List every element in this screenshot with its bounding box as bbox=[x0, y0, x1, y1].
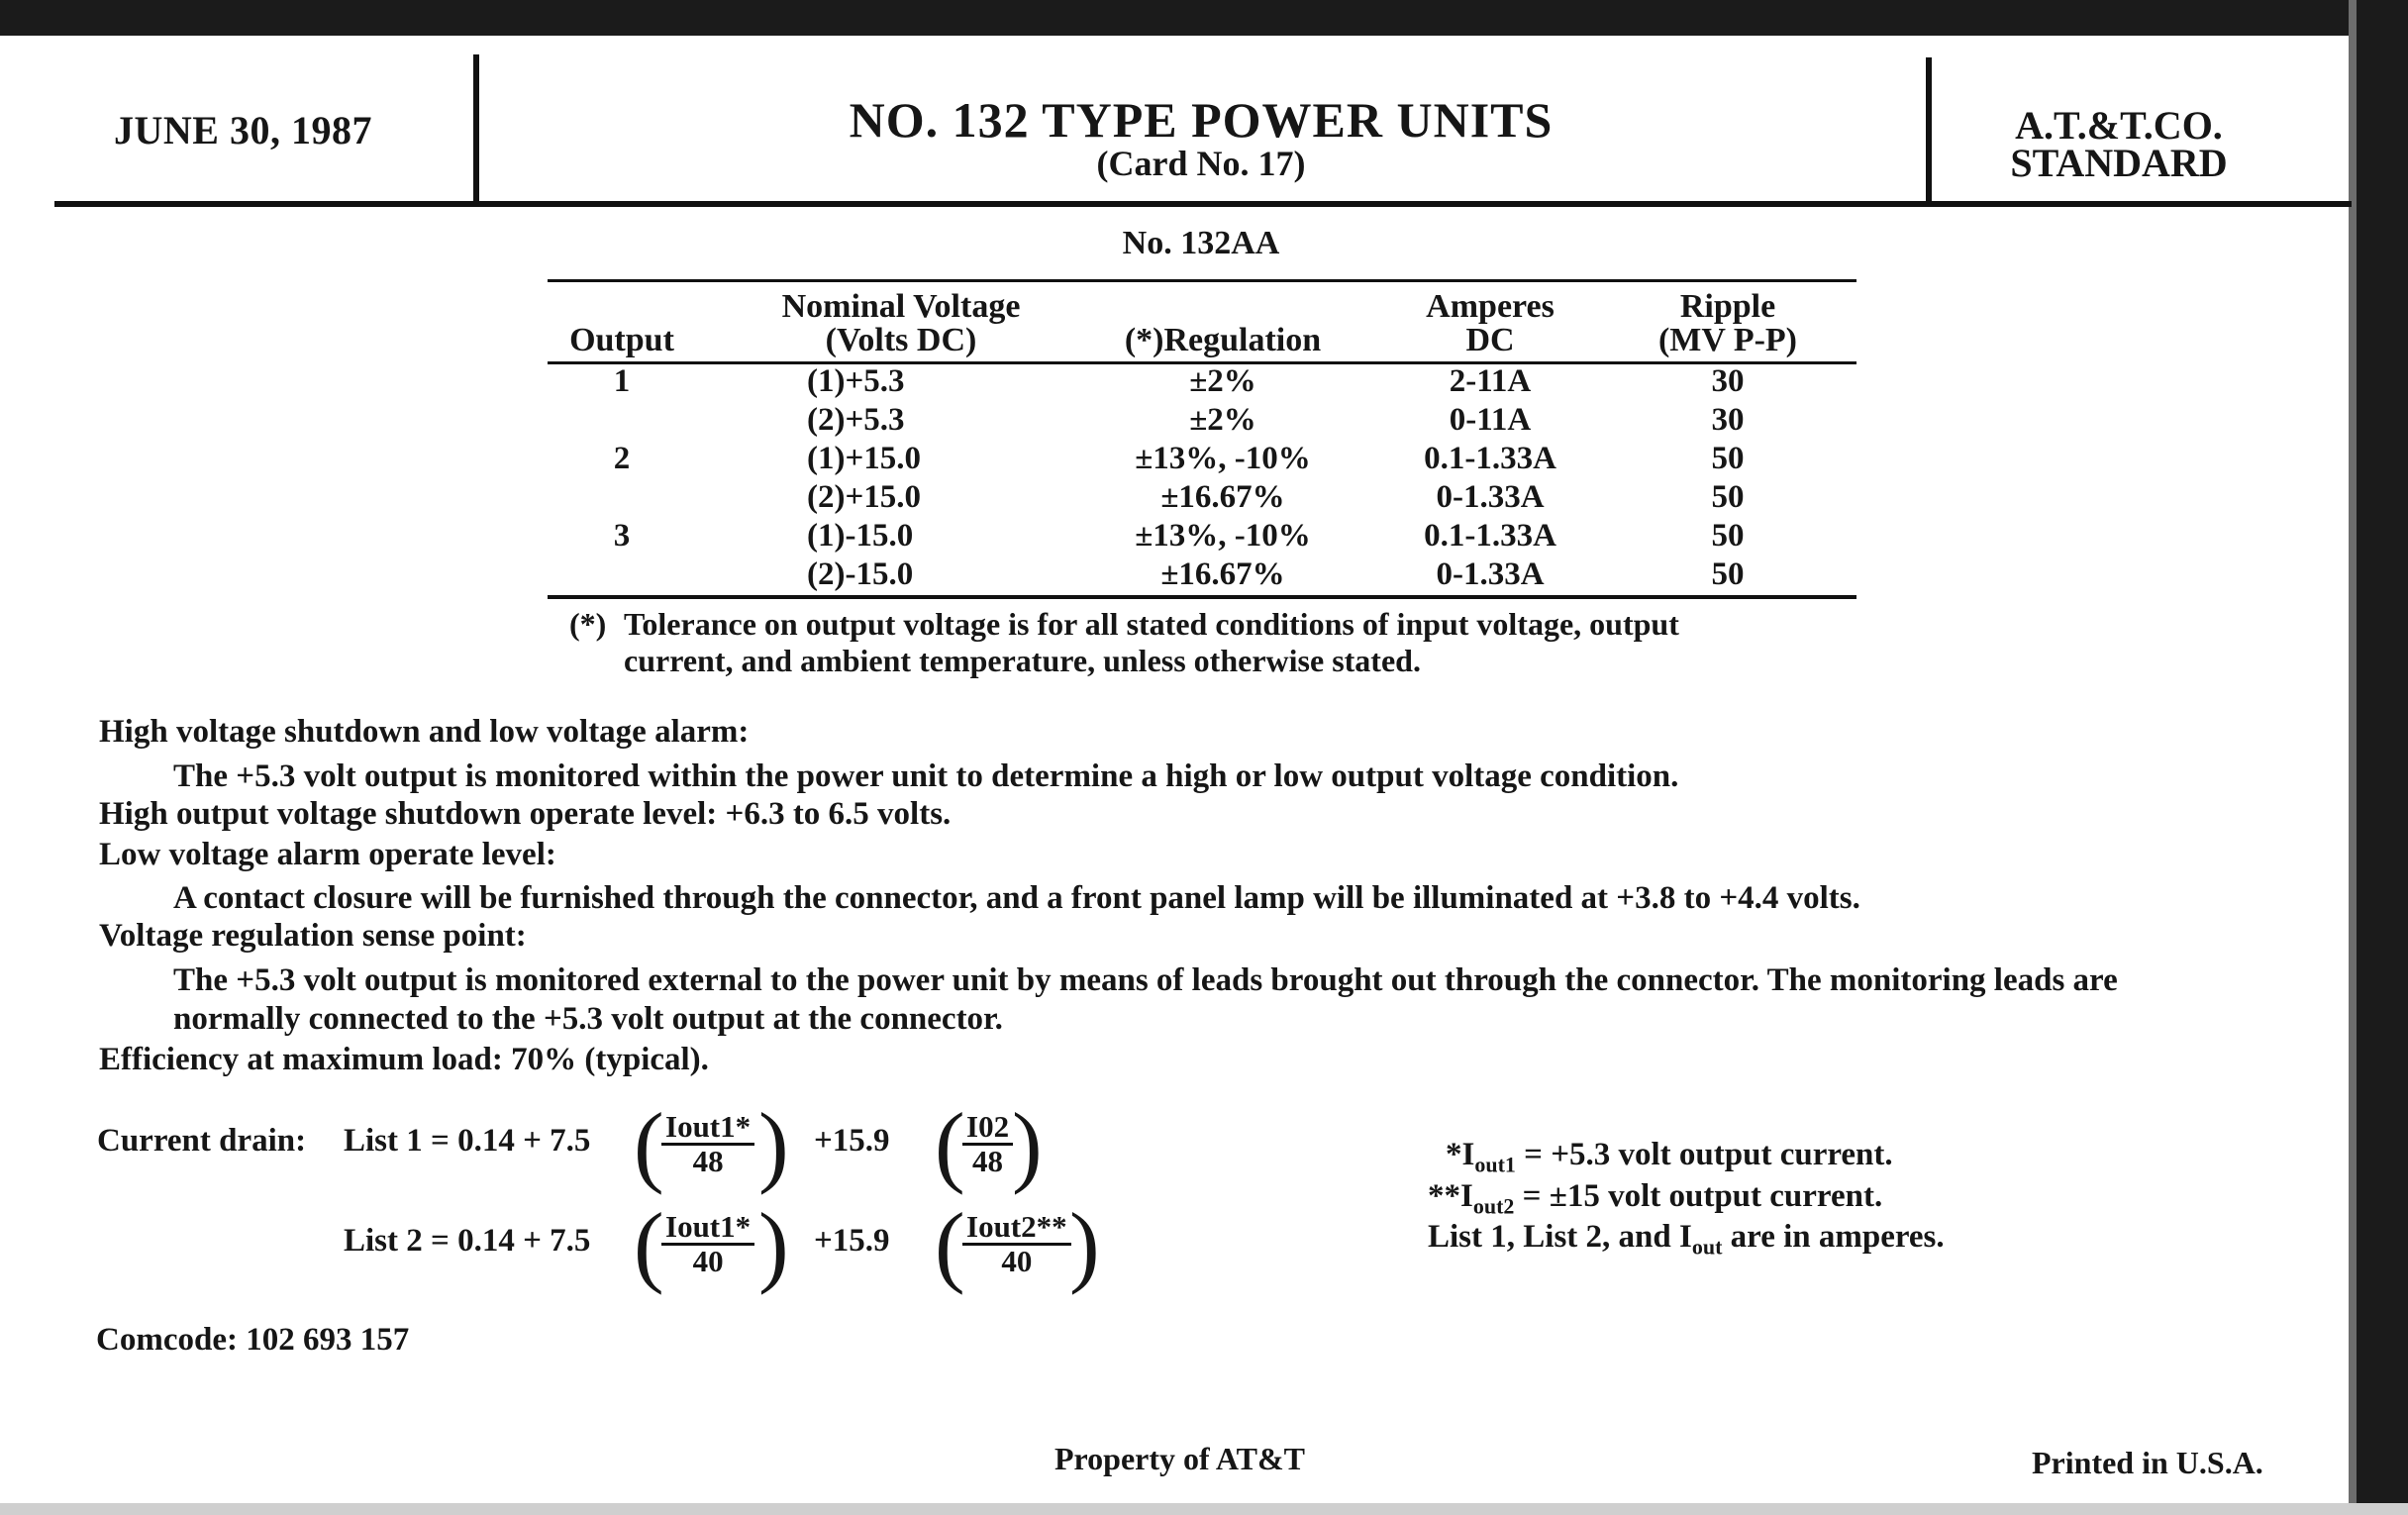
list1-frac2-numerator: I02 bbox=[962, 1111, 1013, 1146]
cell-regulation: ±2% bbox=[1189, 402, 1256, 438]
cell-voltage: (2)+5.3 bbox=[807, 402, 905, 438]
definition-units bbox=[1428, 1219, 1945, 1261]
current-drain-label: Current drain: bbox=[97, 1123, 307, 1159]
definition-iout2-subscript: out2 bbox=[1472, 1193, 1515, 1219]
cell-amperes: 0-1.33A bbox=[1436, 556, 1545, 592]
body-line-shutdown-text: The +5.3 volt output is monitored within the power unit to determine a high or low output voltage condition. bbox=[173, 758, 1679, 794]
cell-voltage: (1)+15.0 bbox=[807, 441, 922, 476]
definition-iout2-text: = ±15 volt output current. bbox=[1514, 1178, 1883, 1214]
scan-border-right bbox=[2357, 0, 2408, 1515]
definition-units-post: are in amperes. bbox=[1722, 1219, 1945, 1255]
standard-line-1: A.T.&T.CO. bbox=[2015, 103, 2223, 148]
header-amperes bbox=[1386, 290, 1594, 357]
cell-regulation: ±13%, -10% bbox=[1135, 441, 1311, 476]
header-ripple-line2: (MV P-P) bbox=[1657, 322, 1798, 358]
cell-output: 2 bbox=[613, 441, 631, 476]
body-line-alarm-heading: Low voltage alarm operate level: bbox=[99, 837, 556, 872]
cell-ripple: 30 bbox=[1711, 363, 1745, 399]
card-number: (Card No. 17) bbox=[1096, 144, 1306, 183]
cell-amperes: 0-1.33A bbox=[1436, 479, 1545, 515]
cell-output: 1 bbox=[613, 363, 631, 399]
standard-line-2: STANDARD bbox=[2010, 141, 2228, 185]
list2-fraction-2 bbox=[962, 1211, 1071, 1277]
list2-frac2-open-paren: ( bbox=[935, 1194, 965, 1295]
header-nominal-voltage-line1: Nominal Voltage bbox=[781, 288, 1021, 325]
cell-voltage: (2)+15.0 bbox=[807, 479, 922, 515]
list1-coef2: +15.9 bbox=[814, 1123, 890, 1159]
cell-voltage: (1)+5.3 bbox=[807, 363, 905, 399]
card-title: NO. 132 TYPE POWER UNITS bbox=[849, 92, 1554, 148]
footnote-line-2: current, and ambient temperature, unless otherwise stated. bbox=[624, 643, 1421, 678]
body-line-sense-text-1: The +5.3 volt output is monitored external to the power unit by means of leads brought out through the connector. The monitoring leads are bbox=[173, 962, 2118, 998]
cell-ripple: 50 bbox=[1711, 441, 1745, 476]
list2-frac1-numerator: Iout1* bbox=[661, 1211, 754, 1246]
list1-frac2-denominator: 48 bbox=[972, 1144, 1004, 1178]
table-row bbox=[548, 440, 1856, 478]
list2-prefix: List 2 = 0.14 + 7.5 bbox=[344, 1223, 591, 1259]
body-line-alarm-text: A contact closure will be furnished through the connector, and a front panel lamp will be illuminated at +3.8 to +4.4 volts. bbox=[173, 880, 1860, 916]
cell-output: 3 bbox=[613, 518, 631, 554]
cell-amperes: 0.1-1.33A bbox=[1424, 441, 1556, 476]
body-line-sense-text-2: normally connected to the +5.3 volt output at the connector. bbox=[173, 1001, 1003, 1037]
table-row bbox=[548, 362, 1856, 401]
header-amperes-line1: Amperes bbox=[1426, 288, 1555, 325]
list1-frac1-open-paren: ( bbox=[634, 1094, 664, 1195]
table-row bbox=[548, 478, 1856, 517]
footnote-mark: (*) bbox=[569, 606, 607, 642]
list2-fraction-1 bbox=[661, 1211, 754, 1277]
table-top-rule bbox=[548, 279, 1856, 282]
cell-ripple: 50 bbox=[1711, 479, 1745, 515]
list1-frac2-open-paren: ( bbox=[935, 1094, 965, 1195]
table-row bbox=[548, 517, 1856, 556]
list2-frac1-open-paren: ( bbox=[634, 1194, 664, 1295]
cell-regulation: ±13%, -10% bbox=[1135, 518, 1311, 554]
header-regulation: (*)Regulation bbox=[1124, 322, 1322, 358]
header-nominal-voltage bbox=[723, 290, 1079, 357]
list1-prefix: List 1 = 0.14 + 7.5 bbox=[344, 1123, 591, 1159]
definition-iout1-subscript: out1 bbox=[1474, 1152, 1516, 1177]
list1-frac1-close-paren: ) bbox=[758, 1094, 789, 1195]
header-output: Output bbox=[569, 322, 674, 358]
cell-ripple: 50 bbox=[1711, 556, 1745, 592]
standard-label bbox=[1931, 103, 2307, 185]
definition-iout1 bbox=[1446, 1137, 1893, 1178]
table-bottom-rule bbox=[548, 595, 1856, 599]
header-rule bbox=[54, 201, 2352, 207]
definition-iout1-symbol: *I bbox=[1446, 1137, 1475, 1172]
cell-regulation: ±16.67% bbox=[1160, 556, 1285, 592]
footnote-line-1: Tolerance on output voltage is for all stated conditions of input voltage, output bbox=[624, 606, 1679, 642]
list1-frac1-denominator: 48 bbox=[692, 1144, 724, 1178]
list2-frac1-close-paren: ) bbox=[758, 1194, 789, 1295]
list2-frac1-denominator: 40 bbox=[692, 1244, 724, 1278]
cell-voltage: (1)-15.0 bbox=[807, 518, 914, 554]
list2-frac2-numerator: Iout2** bbox=[962, 1211, 1071, 1246]
cell-amperes: 0.1-1.33A bbox=[1424, 518, 1556, 554]
cell-amperes: 2-11A bbox=[1449, 363, 1532, 399]
comcode: Comcode: 102 693 157 bbox=[96, 1322, 410, 1358]
table-row bbox=[548, 556, 1856, 594]
cell-regulation: ±16.67% bbox=[1160, 479, 1285, 515]
header-nominal-voltage-line2: (Volts DC) bbox=[825, 322, 977, 358]
scan-border-top bbox=[0, 0, 2408, 36]
list1-fraction-1 bbox=[661, 1111, 754, 1177]
list2-coef2: +15.9 bbox=[814, 1223, 890, 1259]
list1-fraction-2 bbox=[962, 1111, 1013, 1177]
scan-border-right-edge bbox=[2349, 0, 2357, 1515]
definition-iout2-symbol: **I bbox=[1428, 1178, 1473, 1214]
header-ripple-line1: Ripple bbox=[1679, 288, 1776, 325]
footer-property: Property of AT&T bbox=[1054, 1441, 1305, 1476]
list1-frac1-numerator: Iout1* bbox=[661, 1111, 754, 1146]
definition-iout2 bbox=[1428, 1178, 1882, 1220]
body-line-efficiency: Efficiency at maximum load: 70% (typical). bbox=[99, 1042, 709, 1077]
body-line-shutdown-level: High output voltage shutdown operate level: +6.3 to 6.5 volts. bbox=[99, 796, 952, 832]
definition-units-pre: List 1, List 2, and I bbox=[1428, 1219, 1692, 1255]
cell-amperes: 0-11A bbox=[1449, 402, 1532, 438]
footer-printed: Printed in U.S.A. bbox=[2032, 1445, 2263, 1480]
cell-voltage: (2)-15.0 bbox=[807, 556, 914, 592]
header-ripple bbox=[1624, 290, 1832, 357]
list2-frac2-close-paren: ) bbox=[1069, 1194, 1100, 1295]
list1-frac2-close-paren: ) bbox=[1012, 1094, 1043, 1195]
cell-regulation: ±2% bbox=[1189, 363, 1256, 399]
cell-ripple: 30 bbox=[1711, 402, 1745, 438]
cell-ripple: 50 bbox=[1711, 518, 1745, 554]
table-row bbox=[548, 401, 1856, 440]
card-date: JUNE 30, 1987 bbox=[114, 108, 372, 152]
body-line-shutdown-heading: High voltage shutdown and low voltage alarm: bbox=[99, 714, 750, 750]
table-title: No. 132AA bbox=[1122, 225, 1280, 261]
body-line-sense-heading: Voltage regulation sense point: bbox=[99, 918, 527, 954]
list2-frac2-denominator: 40 bbox=[1001, 1244, 1033, 1278]
definition-units-subscript: out bbox=[1691, 1234, 1723, 1260]
definition-iout1-text: = +5.3 volt output current. bbox=[1515, 1137, 1893, 1172]
header-amperes-line2: DC bbox=[1465, 322, 1515, 358]
scan-border-bottom bbox=[0, 1503, 2408, 1515]
